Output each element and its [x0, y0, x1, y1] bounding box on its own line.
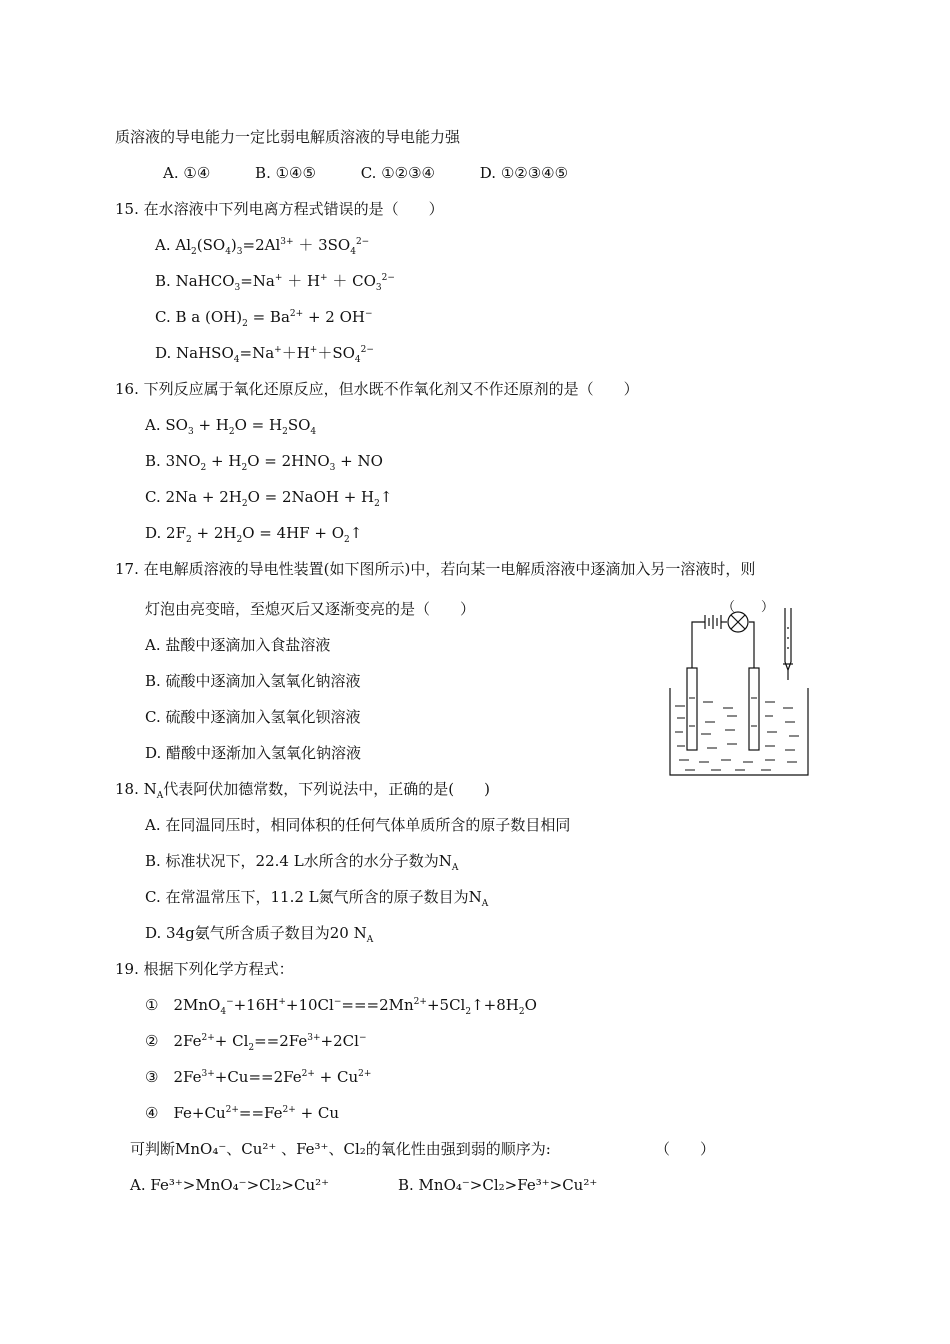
q18-stem: 18. $N_A$代表阿伏加德常数，下列说法中，正确的是( ) — [115, 780, 490, 801]
q14-option-c: C. ①②③④ — [360, 164, 436, 182]
q19-option-a: A. Fe³⁺>MnO₄⁻>Cl₂>Cu²⁺ — [130, 1176, 330, 1194]
q16-stem: 16. 下列反应属于氧化还原反应，但水既不作氧化剂又不作还原剂的是（ ） — [115, 380, 639, 398]
q15-option-d: D. $NaHSO_4=Na^++H^++SO_4^{2-}$ — [155, 344, 374, 365]
q19-eq-2: ② $2Fe^{2+}+ Cl_2==2Fe^{3+}+2Cl^-$ — [145, 1032, 367, 1053]
q18-option-c: C. 在常温常压下，11.2 L氮气所含的原子数目为$N_A$ — [145, 888, 489, 909]
q19-judge: 可判断MnO₄⁻、Cu²⁺ 、Fe³⁺、Cl₂的氧化性由强到弱的顺序为: — [130, 1140, 551, 1158]
q18-option-d: D. 34g氨气所含质子数目为20 $N_A$ — [145, 924, 374, 945]
q14-options — [163, 163, 568, 183]
wire-left — [692, 622, 705, 668]
q19-eq-1: ① $2MnO_4^-+16H^++10Cl^-===2Mn^{2+}+5Cl_2↑+8H_2O$ — [145, 996, 537, 1017]
right-electrode — [749, 668, 759, 750]
q14-option-d: D. ①②③④⑤ — [479, 164, 569, 182]
conductivity-apparatus-figure — [665, 598, 815, 778]
q15-option-c: C. B a $(OH)_2 = Ba^{2+} + 2$ OH− — [155, 308, 373, 329]
q17-option-c: C. 硫酸中逐滴加入氢氧化钡溶液 — [145, 708, 361, 726]
q16-option-a: A. $SO_3 + H_2O = H_2SO_4$ — [145, 416, 317, 437]
q19-eq-3: ③ $2Fe^{3+}+Cu==2Fe^{2+} + Cu^{2+}$ — [145, 1068, 372, 1086]
wire-right — [749, 622, 754, 668]
burette — [785, 608, 791, 662]
q19-eq-4: ④ $Fe+Cu^{2+}==Fe^{2+} + Cu$ — [145, 1104, 340, 1122]
q17-option-a: A. 盐酸中逐滴加入食盐溶液 — [145, 636, 331, 654]
q17-stem-line1: 17. 在电解质溶液的导电性装置(如下图所示)中，若向某一电解质溶液中逐滴加入另一溶液时，则 — [115, 560, 756, 578]
q15-option-b: B. NaHCO$_3$=Na+ ＋ $H^+ + CO_3^{2-}$ — [155, 272, 395, 293]
q17-option-d: D. 醋酸中逐渐加入氢氧化钠溶液 — [145, 744, 362, 762]
q15-stem: 15. 在水溶液中下列电离方程式错误的是（ ） — [115, 200, 444, 218]
q16-option-b: B. $3NO_2 + H_2O = 2HNO_3$ + NO — [145, 452, 383, 473]
q17-stem-line2: 灯泡由亮变暗，至熄灭后又逐渐变亮的是（ ） — [145, 600, 476, 618]
q15-option-a: A. $Al_2(SO_4)_3=2Al^{3+} + 3SO_4^{2-}$ — [155, 236, 370, 257]
q17-option-b: B. 硫酸中逐滴加入氢氧化钠溶液 — [145, 672, 361, 690]
liquid-surface — [675, 698, 799, 770]
q18-option-b: B. 标准状况下，22.4 L水所含的水分子数为$N_A$ — [145, 852, 459, 873]
q16-option-c: C. $2Na + 2H_2O$ = 2NaOH + $H_2↑$ — [145, 488, 393, 509]
intro-tail: 质溶液的导电能力一定比弱电解质溶液的导电能力强 — [115, 128, 461, 146]
q16-option-d: D. $2F_2 + 2H_2O = 4HF$ + $O_2↑$ — [145, 524, 363, 545]
q19-stem: 19. 根据下列化学方程式： — [115, 960, 294, 978]
q19-option-b: B. MnO₄⁻>Cl₂>Fe³⁺>Cu²⁺ — [398, 1176, 598, 1194]
q17-figure-blank: （ ） — [722, 600, 775, 615]
left-electrode — [687, 668, 697, 750]
q14-option-a: A. ①④ — [163, 164, 211, 182]
q14-option-b: B. ①④⑤ — [255, 164, 316, 182]
q18-option-a: A. 在同温同压时，相同体积的任何气体单质所含的原子数目相同 — [145, 816, 571, 834]
q19-answer-blank: （ ） — [655, 1140, 716, 1158]
